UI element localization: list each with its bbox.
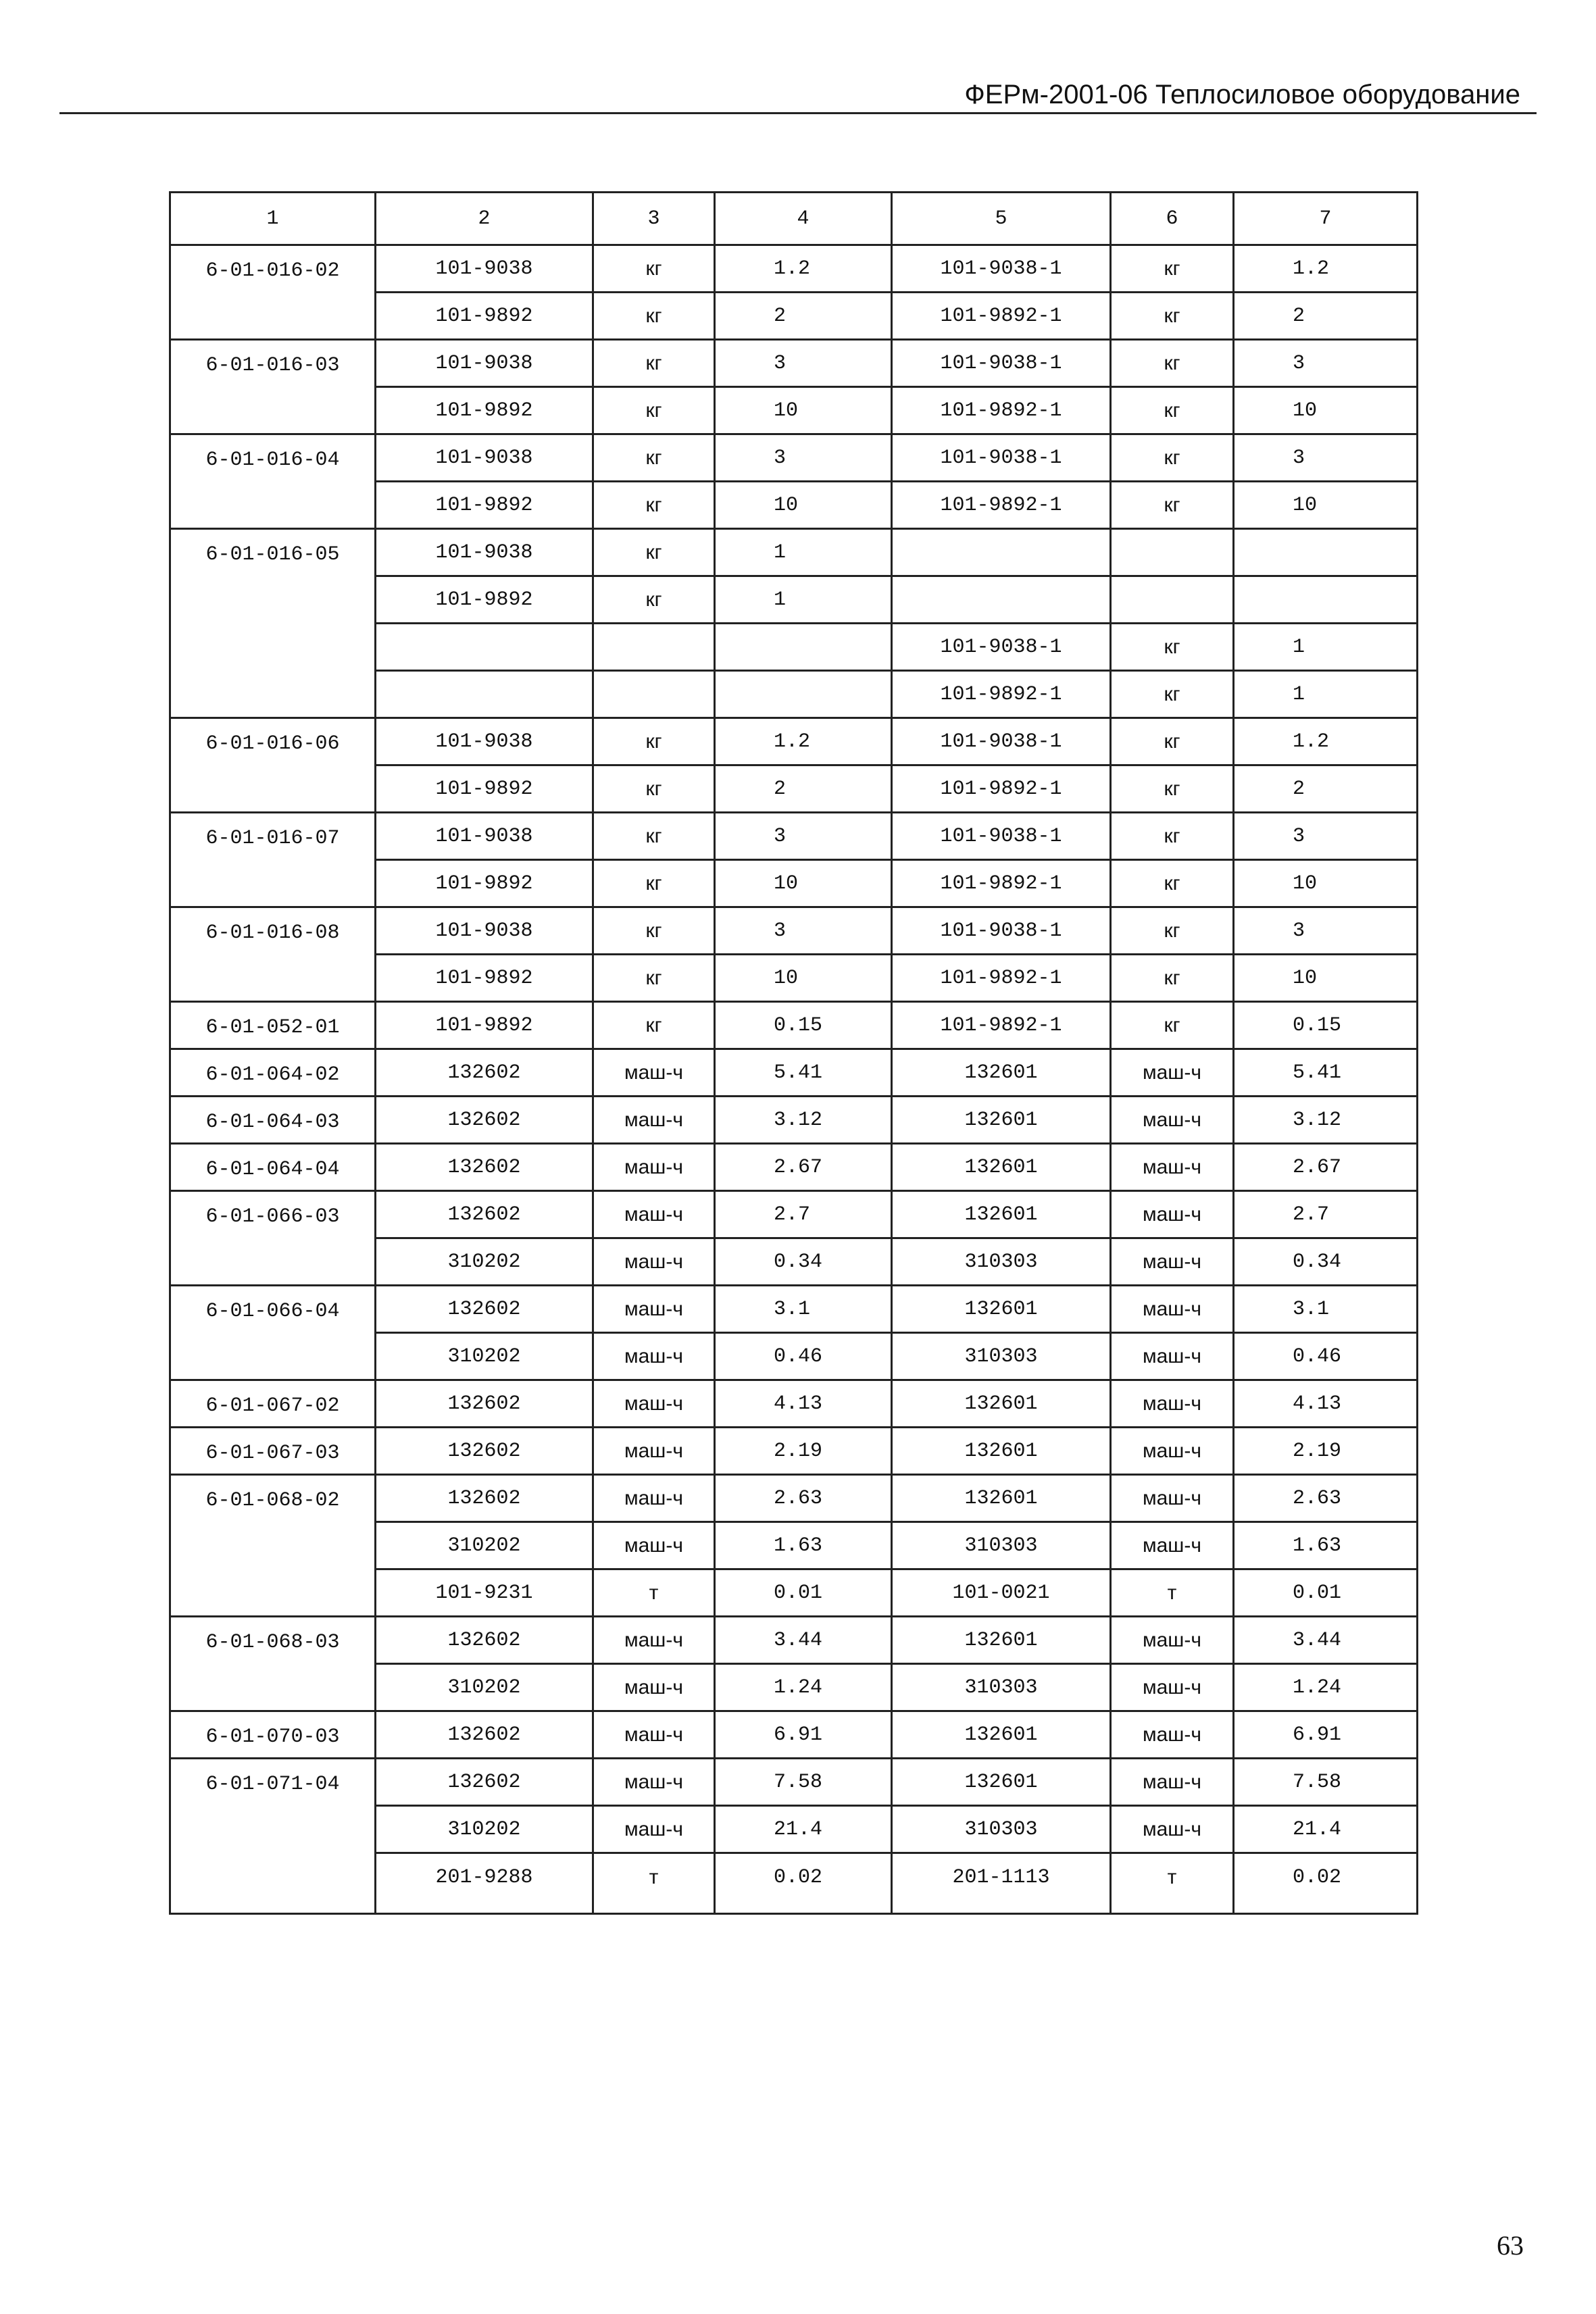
- table-row: [170, 1380, 1418, 1428]
- replacement-quantity-cell: 0.15: [1234, 1002, 1418, 1049]
- table-row: [170, 245, 1418, 293]
- unit-cell: маш-ч: [593, 1711, 715, 1759]
- replacement-code-cell: 201-1113: [892, 1853, 1111, 1914]
- resource-code-cell: 132602: [376, 1286, 593, 1333]
- table-body: [170, 245, 1418, 1914]
- unit-cell: т: [593, 1853, 715, 1914]
- replacement-unit-cell: т: [1111, 1853, 1234, 1914]
- page-header-title: ФЕРм-2001-06 Теплосиловое оборудование: [964, 80, 1520, 109]
- replacement-unit-cell: маш-ч: [1111, 1238, 1234, 1286]
- replacement-unit-cell: маш-ч: [1111, 1144, 1234, 1191]
- rate-code-cell: 6-01-064-03: [170, 1097, 376, 1144]
- unit-cell: [593, 671, 715, 718]
- replacement-unit-cell: кг: [1111, 765, 1234, 813]
- replacement-code-cell: 101-9892-1: [892, 860, 1111, 907]
- quantity-cell: 3: [715, 907, 892, 955]
- replacement-quantity-cell: 1: [1234, 671, 1418, 718]
- replacement-code-cell: 132601: [892, 1097, 1111, 1144]
- resource-code-cell: 101-9892: [376, 293, 593, 340]
- replacement-quantity-cell: 21.4: [1234, 1806, 1418, 1853]
- replacement-code-cell: 310303: [892, 1664, 1111, 1711]
- replacement-unit-cell: кг: [1111, 860, 1234, 907]
- replacement-code-cell: 310303: [892, 1333, 1111, 1380]
- replacement-quantity-cell: 1.2: [1234, 718, 1418, 765]
- unit-cell: кг: [593, 907, 715, 955]
- quantity-cell: 3: [715, 434, 892, 482]
- replacement-quantity-cell: 4.13: [1234, 1380, 1418, 1428]
- unit-cell: маш-ч: [593, 1238, 715, 1286]
- replacement-code-cell: 132601: [892, 1144, 1111, 1191]
- replacement-unit-cell: маш-ч: [1111, 1191, 1234, 1238]
- unit-cell: кг: [593, 955, 715, 1002]
- unit-cell: кг: [593, 576, 715, 624]
- unit-cell: кг: [593, 434, 715, 482]
- quantity-cell: 0.15: [715, 1002, 892, 1049]
- replacement-code-cell: 101-9892-1: [892, 482, 1111, 529]
- quantity-cell: 6.91: [715, 1711, 892, 1759]
- resource-code-cell: [376, 624, 593, 671]
- resource-code-cell: 132602: [376, 1144, 593, 1191]
- replacement-quantity-cell: 7.58: [1234, 1759, 1418, 1806]
- resource-code-cell: 310202: [376, 1333, 593, 1380]
- table-row: [170, 718, 1418, 765]
- column-header-4: 4: [715, 193, 892, 245]
- replacement-unit-cell: кг: [1111, 718, 1234, 765]
- replacement-quantity-cell: 3.44: [1234, 1617, 1418, 1664]
- replacement-unit-cell: кг: [1111, 434, 1234, 482]
- replacement-code-cell: 310303: [892, 1806, 1111, 1853]
- quantity-cell: 1: [715, 529, 892, 576]
- resource-code-cell: 132602: [376, 1711, 593, 1759]
- replacement-unit-cell: кг: [1111, 624, 1234, 671]
- unit-cell: кг: [593, 340, 715, 387]
- resource-code-cell: 101-9892: [376, 955, 593, 1002]
- table-row: [170, 1286, 1418, 1333]
- replacement-code-cell: 101-9892-1: [892, 387, 1111, 434]
- resource-code-cell: 101-9038: [376, 718, 593, 765]
- replacement-code-cell: 101-9038-1: [892, 434, 1111, 482]
- replacement-code-cell: 132601: [892, 1617, 1111, 1664]
- quantity-cell: 3: [715, 340, 892, 387]
- rate-code-cell: 6-01-016-07: [170, 813, 376, 907]
- replacement-code-cell: 310303: [892, 1522, 1111, 1569]
- replacement-quantity-cell: [1234, 529, 1418, 576]
- quantity-cell: 10: [715, 482, 892, 529]
- replacement-quantity-cell: 2: [1234, 293, 1418, 340]
- resource-code-cell: 310202: [376, 1806, 593, 1853]
- column-header-1: 1: [170, 193, 376, 245]
- replacement-unit-cell: маш-ч: [1111, 1617, 1234, 1664]
- resource-code-cell: [376, 671, 593, 718]
- quantity-cell: 3.1: [715, 1286, 892, 1333]
- replacement-unit-cell: кг: [1111, 907, 1234, 955]
- quantity-cell: 0.02: [715, 1853, 892, 1914]
- resource-code-cell: 101-9892: [376, 482, 593, 529]
- unit-cell: маш-ч: [593, 1806, 715, 1853]
- replacement-unit-cell: маш-ч: [1111, 1097, 1234, 1144]
- table-row: [170, 1428, 1418, 1475]
- replacement-code-cell: 101-9038-1: [892, 907, 1111, 955]
- unit-cell: маш-ч: [593, 1049, 715, 1097]
- replacement-code-cell: 101-9038-1: [892, 624, 1111, 671]
- column-header-2: 2: [376, 193, 593, 245]
- quantity-cell: 4.13: [715, 1380, 892, 1428]
- resource-code-cell: 132602: [376, 1759, 593, 1806]
- replacement-quantity-cell: 2: [1234, 765, 1418, 813]
- resource-code-cell: 101-9038: [376, 529, 593, 576]
- unit-cell: маш-ч: [593, 1144, 715, 1191]
- replacement-code-cell: 101-9038-1: [892, 245, 1111, 293]
- quantity-cell: 1.24: [715, 1664, 892, 1711]
- replacement-quantity-cell: 10: [1234, 482, 1418, 529]
- resource-code-cell: 132602: [376, 1191, 593, 1238]
- unit-cell: [593, 624, 715, 671]
- resource-code-cell: 101-9038: [376, 245, 593, 293]
- resource-table-container: [169, 191, 1418, 1915]
- column-header-7: 7: [1234, 193, 1418, 245]
- replacement-unit-cell: маш-ч: [1111, 1475, 1234, 1522]
- rate-code-cell: 6-01-016-05: [170, 529, 376, 718]
- replacement-quantity-cell: 2.7: [1234, 1191, 1418, 1238]
- replacement-unit-cell: маш-ч: [1111, 1286, 1234, 1333]
- column-header-5: 5: [892, 193, 1111, 245]
- rate-code-cell: 6-01-070-03: [170, 1711, 376, 1759]
- replacement-quantity-cell: 3: [1234, 907, 1418, 955]
- table-row: [170, 434, 1418, 482]
- unit-cell: кг: [593, 1002, 715, 1049]
- replacement-code-cell: 132601: [892, 1286, 1111, 1333]
- unit-cell: маш-ч: [593, 1286, 715, 1333]
- replacement-quantity-cell: 1.63: [1234, 1522, 1418, 1569]
- replacement-quantity-cell: [1234, 576, 1418, 624]
- resource-code-cell: 310202: [376, 1664, 593, 1711]
- unit-cell: маш-ч: [593, 1428, 715, 1475]
- unit-cell: кг: [593, 387, 715, 434]
- replacement-quantity-cell: 1.2: [1234, 245, 1418, 293]
- column-header-3: 3: [593, 193, 715, 245]
- unit-cell: кг: [593, 718, 715, 765]
- quantity-cell: [715, 671, 892, 718]
- rate-code-cell: 6-01-068-02: [170, 1475, 376, 1617]
- table-row: [170, 1144, 1418, 1191]
- unit-cell: маш-ч: [593, 1759, 715, 1806]
- replacement-code-cell: 132601: [892, 1380, 1111, 1428]
- replacement-quantity-cell: 0.34: [1234, 1238, 1418, 1286]
- replacement-unit-cell: кг: [1111, 340, 1234, 387]
- quantity-cell: 10: [715, 955, 892, 1002]
- rate-code-cell: 6-01-064-04: [170, 1144, 376, 1191]
- replacement-unit-cell: маш-ч: [1111, 1522, 1234, 1569]
- replacement-quantity-cell: 1.24: [1234, 1664, 1418, 1711]
- quantity-cell: 5.41: [715, 1049, 892, 1097]
- resource-code-cell: 101-9892: [376, 1002, 593, 1049]
- rate-code-cell: 6-01-016-08: [170, 907, 376, 1002]
- resource-code-cell: 132602: [376, 1428, 593, 1475]
- unit-cell: маш-ч: [593, 1097, 715, 1144]
- replacement-code-cell: 101-9038-1: [892, 718, 1111, 765]
- replacement-unit-cell: кг: [1111, 387, 1234, 434]
- rate-code-cell: 6-01-052-01: [170, 1002, 376, 1049]
- replacement-code-cell: 101-9892-1: [892, 765, 1111, 813]
- resource-code-cell: 132602: [376, 1380, 593, 1428]
- unit-cell: кг: [593, 293, 715, 340]
- resource-replacement-table: [169, 191, 1418, 1915]
- replacement-code-cell: 101-9892-1: [892, 1002, 1111, 1049]
- replacement-code-cell: 101-9038-1: [892, 340, 1111, 387]
- unit-cell: кг: [593, 482, 715, 529]
- replacement-unit-cell: кг: [1111, 671, 1234, 718]
- replacement-quantity-cell: 3.1: [1234, 1286, 1418, 1333]
- quantity-cell: 3.12: [715, 1097, 892, 1144]
- replacement-unit-cell: кг: [1111, 293, 1234, 340]
- rate-code-cell: 6-01-016-04: [170, 434, 376, 529]
- resource-code-cell: 101-9892: [376, 860, 593, 907]
- replacement-quantity-cell: 3: [1234, 340, 1418, 387]
- resource-code-cell: 101-9038: [376, 340, 593, 387]
- table-row: [170, 1191, 1418, 1238]
- replacement-quantity-cell: 2.67: [1234, 1144, 1418, 1191]
- replacement-quantity-cell: 10: [1234, 860, 1418, 907]
- replacement-quantity-cell: 10: [1234, 387, 1418, 434]
- unit-cell: кг: [593, 813, 715, 860]
- replacement-quantity-cell: 2.63: [1234, 1475, 1418, 1522]
- table-row: [170, 1711, 1418, 1759]
- replacement-quantity-cell: 3: [1234, 434, 1418, 482]
- replacement-code-cell: 132601: [892, 1711, 1111, 1759]
- quantity-cell: 1.2: [715, 718, 892, 765]
- replacement-unit-cell: кг: [1111, 1002, 1234, 1049]
- quantity-cell: 2.63: [715, 1475, 892, 1522]
- rate-code-cell: 6-01-067-02: [170, 1380, 376, 1428]
- resource-code-cell: 132602: [376, 1097, 593, 1144]
- quantity-cell: 0.46: [715, 1333, 892, 1380]
- quantity-cell: 10: [715, 387, 892, 434]
- replacement-unit-cell: [1111, 529, 1234, 576]
- unit-cell: маш-ч: [593, 1191, 715, 1238]
- unit-cell: маш-ч: [593, 1333, 715, 1380]
- replacement-unit-cell: т: [1111, 1569, 1234, 1617]
- unit-cell: т: [593, 1569, 715, 1617]
- replacement-unit-cell: кг: [1111, 245, 1234, 293]
- quantity-cell: 2.67: [715, 1144, 892, 1191]
- resource-code-cell: 132602: [376, 1617, 593, 1664]
- replacement-code-cell: 132601: [892, 1759, 1111, 1806]
- rate-code-cell: 6-01-016-02: [170, 245, 376, 340]
- unit-cell: маш-ч: [593, 1617, 715, 1664]
- replacement-quantity-cell: 6.91: [1234, 1711, 1418, 1759]
- rate-code-cell: 6-01-016-03: [170, 340, 376, 434]
- replacement-code-cell: 101-9892-1: [892, 293, 1111, 340]
- replacement-unit-cell: маш-ч: [1111, 1049, 1234, 1097]
- quantity-cell: 2: [715, 765, 892, 813]
- replacement-unit-cell: маш-ч: [1111, 1806, 1234, 1853]
- replacement-code-cell: 101-9892-1: [892, 955, 1111, 1002]
- table-row: [170, 1617, 1418, 1664]
- quantity-cell: 0.34: [715, 1238, 892, 1286]
- replacement-code-cell: 132601: [892, 1428, 1111, 1475]
- rate-code-cell: 6-01-071-04: [170, 1759, 376, 1914]
- table-row: [170, 813, 1418, 860]
- replacement-unit-cell: маш-ч: [1111, 1759, 1234, 1806]
- unit-cell: маш-ч: [593, 1475, 715, 1522]
- unit-cell: кг: [593, 765, 715, 813]
- resource-code-cell: 101-9231: [376, 1569, 593, 1617]
- replacement-code-cell: 101-9038-1: [892, 813, 1111, 860]
- replacement-code-cell: [892, 576, 1111, 624]
- table-row: [170, 340, 1418, 387]
- table-row: [170, 907, 1418, 955]
- unit-cell: кг: [593, 245, 715, 293]
- replacement-quantity-cell: 0.01: [1234, 1569, 1418, 1617]
- replacement-quantity-cell: 3.12: [1234, 1097, 1418, 1144]
- table-row: [170, 529, 1418, 576]
- quantity-cell: 7.58: [715, 1759, 892, 1806]
- unit-cell: кг: [593, 860, 715, 907]
- resource-code-cell: 201-9288: [376, 1853, 593, 1914]
- quantity-cell: 2.7: [715, 1191, 892, 1238]
- replacement-unit-cell: кг: [1111, 482, 1234, 529]
- quantity-cell: 2.19: [715, 1428, 892, 1475]
- replacement-unit-cell: кг: [1111, 813, 1234, 860]
- rate-code-cell: 6-01-016-06: [170, 718, 376, 813]
- quantity-cell: 0.01: [715, 1569, 892, 1617]
- resource-code-cell: 132602: [376, 1475, 593, 1522]
- replacement-unit-cell: маш-ч: [1111, 1380, 1234, 1428]
- rate-code-cell: 6-01-066-03: [170, 1191, 376, 1286]
- quantity-cell: 1.2: [715, 245, 892, 293]
- table-row: [170, 1049, 1418, 1097]
- resource-code-cell: 310202: [376, 1238, 593, 1286]
- quantity-cell: 1.63: [715, 1522, 892, 1569]
- unit-cell: кг: [593, 529, 715, 576]
- replacement-unit-cell: маш-ч: [1111, 1333, 1234, 1380]
- replacement-quantity-cell: 5.41: [1234, 1049, 1418, 1097]
- quantity-cell: 1: [715, 576, 892, 624]
- rate-code-cell: 6-01-066-04: [170, 1286, 376, 1380]
- replacement-unit-cell: [1111, 576, 1234, 624]
- resource-code-cell: 101-9892: [376, 387, 593, 434]
- replacement-quantity-cell: 10: [1234, 955, 1418, 1002]
- header-divider: [59, 112, 1537, 114]
- replacement-code-cell: [892, 529, 1111, 576]
- replacement-unit-cell: маш-ч: [1111, 1711, 1234, 1759]
- page-number: 63: [1497, 2230, 1524, 2261]
- column-header-6: 6: [1111, 193, 1234, 245]
- resource-code-cell: 132602: [376, 1049, 593, 1097]
- rate-code-cell: 6-01-067-03: [170, 1428, 376, 1475]
- replacement-code-cell: 132601: [892, 1475, 1111, 1522]
- resource-code-cell: 101-9038: [376, 907, 593, 955]
- table-row: [170, 1097, 1418, 1144]
- replacement-code-cell: 101-9892-1: [892, 671, 1111, 718]
- unit-cell: маш-ч: [593, 1522, 715, 1569]
- table-header-row: [170, 193, 1418, 245]
- table-row: [170, 1475, 1418, 1522]
- rate-code-cell: 6-01-064-02: [170, 1049, 376, 1097]
- replacement-unit-cell: кг: [1111, 955, 1234, 1002]
- resource-code-cell: 101-9038: [376, 434, 593, 482]
- quantity-cell: [715, 624, 892, 671]
- table-row: [170, 1002, 1418, 1049]
- replacement-code-cell: 132601: [892, 1191, 1111, 1238]
- replacement-code-cell: 132601: [892, 1049, 1111, 1097]
- replacement-quantity-cell: 1: [1234, 624, 1418, 671]
- rate-code-cell: 6-01-068-03: [170, 1617, 376, 1711]
- unit-cell: маш-ч: [593, 1664, 715, 1711]
- quantity-cell: 2: [715, 293, 892, 340]
- replacement-unit-cell: маш-ч: [1111, 1428, 1234, 1475]
- resource-code-cell: 310202: [376, 1522, 593, 1569]
- replacement-quantity-cell: 3: [1234, 813, 1418, 860]
- unit-cell: маш-ч: [593, 1380, 715, 1428]
- resource-code-cell: 101-9892: [376, 576, 593, 624]
- replacement-quantity-cell: 0.02: [1234, 1853, 1418, 1914]
- resource-code-cell: 101-9038: [376, 813, 593, 860]
- replacement-code-cell: 310303: [892, 1238, 1111, 1286]
- quantity-cell: 21.4: [715, 1806, 892, 1853]
- quantity-cell: 10: [715, 860, 892, 907]
- quantity-cell: 3.44: [715, 1617, 892, 1664]
- quantity-cell: 3: [715, 813, 892, 860]
- replacement-unit-cell: маш-ч: [1111, 1664, 1234, 1711]
- replacement-quantity-cell: 2.19: [1234, 1428, 1418, 1475]
- resource-code-cell: 101-9892: [376, 765, 593, 813]
- replacement-quantity-cell: 0.46: [1234, 1333, 1418, 1380]
- replacement-code-cell: 101-0021: [892, 1569, 1111, 1617]
- table-row: [170, 1759, 1418, 1806]
